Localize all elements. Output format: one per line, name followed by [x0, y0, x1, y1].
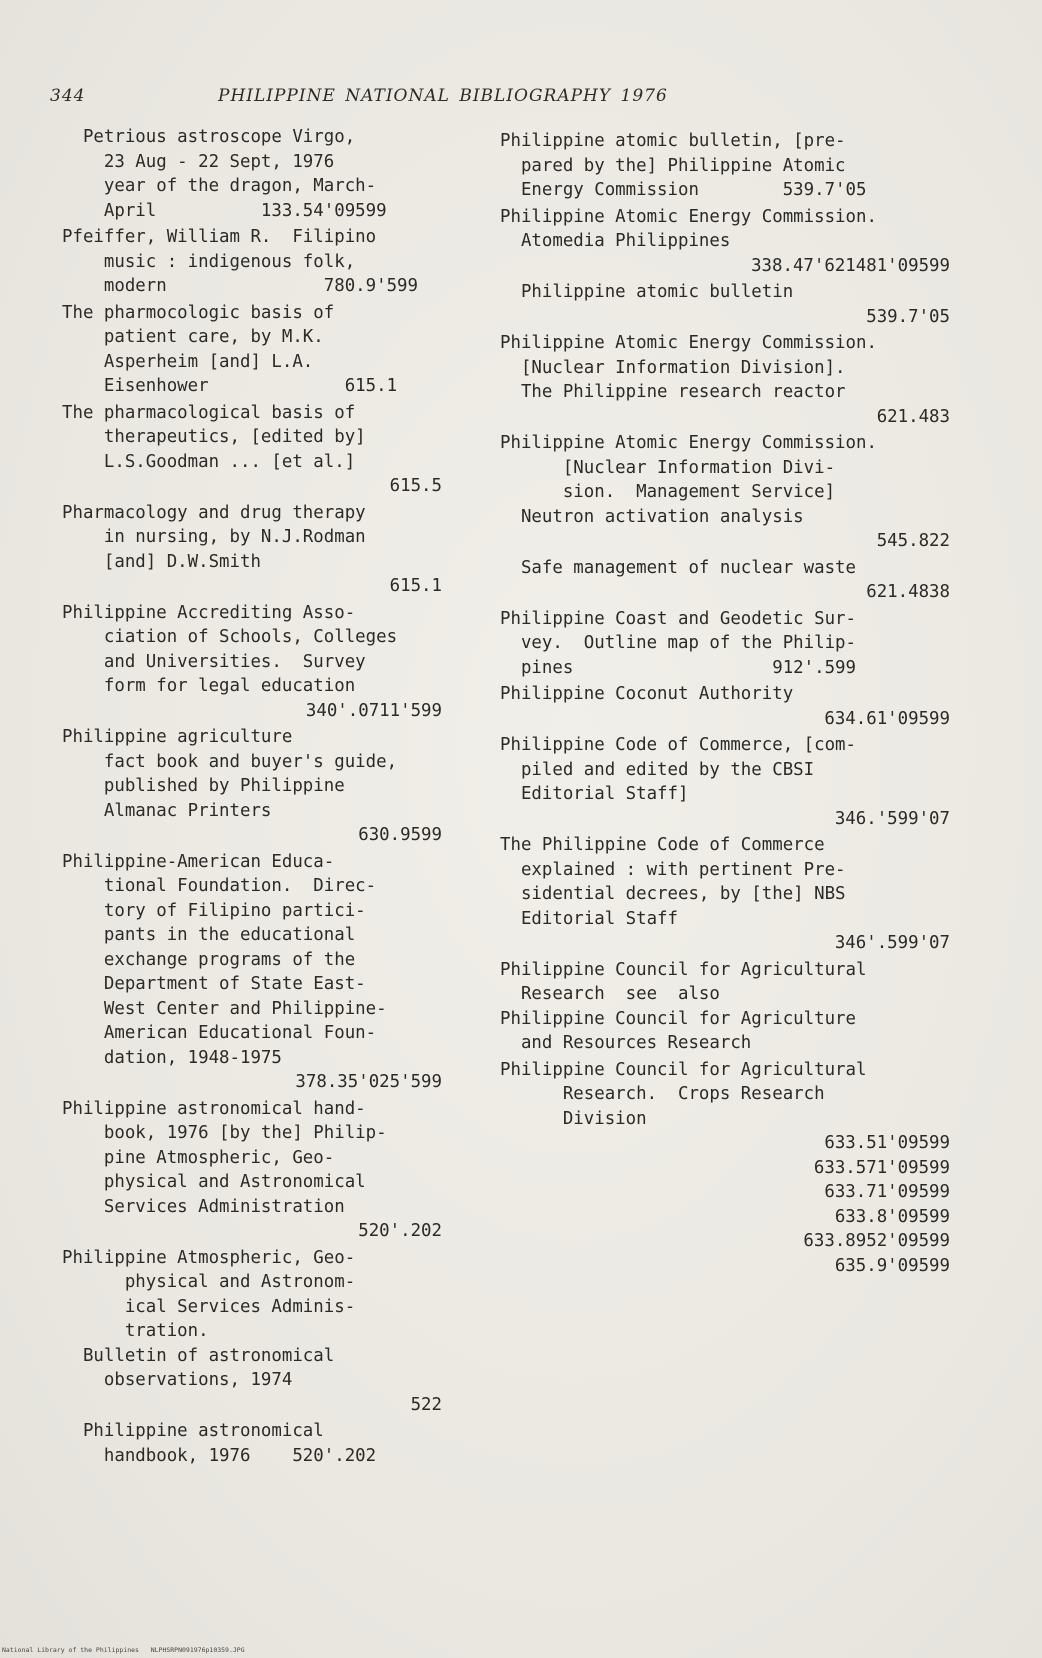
- entry-line: Philippine Code of Commerce, [com-: [500, 735, 856, 755]
- entry-line: in nursing, by N.J.Rodman: [62, 527, 366, 547]
- entry-line: Philippine-American Educa-: [62, 851, 335, 872]
- entry-line: Philippine Coast and Geodetic Sur-: [500, 608, 856, 629]
- entry-line: Philippine Atmospheric, Geo-: [62, 1247, 356, 1268]
- class-number: 633.51'09599: [824, 1133, 950, 1153]
- entry-line: L.S.Goodman ... [et al.]: [62, 451, 356, 472]
- class-number: 346.'599'07: [834, 808, 950, 829]
- entry-line: published by Philippine: [62, 776, 345, 796]
- class-number: 522: [410, 1394, 442, 1415]
- bibliography-entry: [500, 833, 950, 956]
- running-title: PHILIPPINE NATIONAL BIBLIOGRAPHY 1976: [218, 86, 668, 106]
- class-number: 346'.599'07: [834, 933, 950, 953]
- bibliography-entry: [500, 607, 950, 681]
- entry-line: Philippine Council for Agricultural: [500, 1059, 867, 1080]
- entry-line: West Center and Philippine-: [62, 998, 387, 1019]
- class-number: 630.9599: [358, 825, 442, 845]
- entry-line: Pfeiffer, William R. Filipino: [62, 227, 377, 247]
- page-number: 344: [50, 86, 86, 106]
- entry-line: Atomedia Philippines: [500, 231, 731, 251]
- entry-line: exchange programs of the: [62, 949, 356, 970]
- entry-line: Editorial Staff]: [500, 784, 689, 804]
- entry-line: patient care, by M.K.: [62, 327, 324, 347]
- entry-line: Philippine Coconut Authority: [500, 684, 794, 704]
- entry-line: tory of Filipino partici-: [62, 900, 366, 921]
- right-column: [500, 129, 950, 1280]
- entry-line: tration.: [62, 1321, 209, 1341]
- entry-line: The Philippine Code of Commerce: [500, 835, 825, 855]
- entry-line: Philippine astronomical: [62, 1421, 324, 1441]
- bibliography-entry: [500, 1058, 950, 1279]
- entry-line: ical Services Adminis-: [62, 1296, 356, 1317]
- bibliography-entry: [62, 501, 442, 599]
- entry-line: Philippine Council for Agriculture: [500, 1008, 856, 1029]
- entry-line: music : indigenous folk,: [62, 251, 356, 272]
- class-number: 378.35'025'599: [295, 1072, 442, 1092]
- entry-line: Editorial Staff: [500, 908, 678, 929]
- bibliography-entry: [62, 1246, 442, 1418]
- entry-line: Division: [500, 1108, 647, 1129]
- class-number: 615.5: [389, 476, 442, 496]
- entry-line: Safe management of nuclear waste: [500, 557, 856, 578]
- bibliography-entry: [500, 682, 950, 731]
- class-number: 633.8'09599: [834, 1206, 950, 1227]
- entry-line: therapeutics, [edited by]: [62, 427, 366, 447]
- bibliography-entry: [500, 556, 950, 605]
- entry-line: pine Atmospheric, Geo-: [62, 1147, 335, 1168]
- entry-line: 23 Aug - 22 Sept, 1976: [62, 151, 335, 172]
- bibliography-entry: [62, 225, 442, 299]
- entry-line: Philippine Atomic Energy Commission.: [500, 333, 877, 353]
- entry-line: and Universities. Survey: [62, 651, 366, 672]
- bibliography-entry: [62, 1097, 442, 1244]
- bibliography-entry: [500, 733, 950, 831]
- scan-footer: National Library of the Philippines NLPHSRPN091976p10359.JPG: [2, 1646, 245, 1654]
- entry-line: handbook, 1976 520'.202: [62, 1445, 377, 1466]
- bibliography-entry: [500, 129, 950, 203]
- entry-line: Neutron activation analysis: [500, 506, 804, 527]
- entry-line: sion. Management Service]: [500, 482, 836, 502]
- entry-line: piled and edited by the CBSI: [500, 759, 815, 780]
- entry-line: Services Administration: [62, 1196, 345, 1217]
- entry-line: Philippine atomic bulletin: [500, 282, 794, 302]
- entry-line: form for legal education: [62, 676, 356, 696]
- entry-line: Research see also: [500, 984, 720, 1004]
- entry-line: pants in the educational: [62, 925, 356, 945]
- entry-line: [and] D.W.Smith: [62, 551, 261, 572]
- class-number: 635.9'09599: [834, 1255, 950, 1276]
- bibliography-entry: [62, 601, 442, 724]
- entry-line: fact book and buyer's guide,: [62, 751, 398, 772]
- bibliography-entry: [500, 280, 950, 329]
- class-number: 340'.0711'599: [305, 700, 442, 721]
- entry-line: and Resources Research: [500, 1033, 752, 1053]
- bibliography-entry: [62, 301, 442, 399]
- entry-line: Pharmacology and drug therapy: [62, 502, 366, 523]
- bibliography-entry: [500, 205, 950, 279]
- class-number: 634.61'09599: [824, 708, 950, 729]
- entry-line: book, 1976 [by the] Philip-: [62, 1123, 387, 1143]
- class-number: 633.571'09599: [813, 1157, 950, 1178]
- entry-line: Philippine Accrediting Asso-: [62, 602, 356, 623]
- entry-line: explained : with pertinent Pre-: [500, 859, 846, 880]
- entry-line: The pharmocologic basis of: [62, 302, 335, 323]
- bibliography-entry: [500, 431, 950, 554]
- entry-line: ciation of Schools, Colleges: [62, 627, 398, 647]
- entry-line: pared by the] Philippine Atomic: [500, 155, 846, 176]
- entry-line: The Philippine research reactor: [500, 382, 846, 402]
- class-number: 520'.202: [358, 1221, 442, 1241]
- bibliography-entry: [62, 850, 442, 1095]
- entry-line: modern 780.9'599: [62, 276, 418, 296]
- entry-line: vey. Outline map of the Philip-: [500, 633, 856, 653]
- bibliography-entry: [62, 725, 442, 848]
- entry-line: year of the dragon, March-: [62, 176, 377, 196]
- entry-line: April 133.54'09599: [62, 200, 387, 221]
- entry-line: Philippine agriculture: [62, 727, 293, 747]
- entry-line: American Educational Foun-: [62, 1023, 377, 1043]
- left-column: [62, 125, 442, 1470]
- entry-line: Almanac Printers: [62, 800, 272, 821]
- entry-line: Bulletin of astronomical: [62, 1345, 335, 1366]
- entry-line: Asperheim [and] L.A.: [62, 351, 314, 372]
- class-number: 633.71'09599: [824, 1182, 950, 1202]
- entry-line: dation, 1948-1975: [62, 1047, 282, 1068]
- class-number: 621.483: [876, 406, 950, 427]
- class-number: 338.47'621481'09599: [751, 255, 950, 276]
- entry-line: sidential decrees, by [the] NBS: [500, 884, 846, 904]
- bibliography-entry: [62, 1419, 442, 1468]
- class-number: 633.8952'09599: [803, 1231, 950, 1251]
- bibliography-entry: [62, 401, 442, 499]
- entry-line: observations, 1974: [62, 1370, 293, 1390]
- entry-line: Department of State East-: [62, 974, 366, 994]
- entry-line: Energy Commission 539.7'05: [500, 180, 867, 200]
- bibliography-entry: [500, 958, 950, 1056]
- entry-line: pines 912'.599: [500, 657, 856, 678]
- class-number: 621.4838: [866, 582, 950, 602]
- entry-line: Eisenhower 615.1: [62, 376, 398, 396]
- bibliography-entry: [500, 331, 950, 429]
- class-number: 545.822: [876, 531, 950, 551]
- class-number: 615.1: [389, 576, 442, 596]
- entry-line: Philippine Atomic Energy Commission.: [500, 206, 877, 227]
- entry-line: physical and Astronomical: [62, 1172, 366, 1192]
- entry-line: [Nuclear Information Divi-: [500, 457, 836, 478]
- page-header: [50, 86, 950, 114]
- bibliography-entry: [62, 125, 442, 223]
- entry-line: Petrious astroscope Virgo,: [62, 127, 356, 147]
- entry-line: Philippine atomic bulletin, [pre-: [500, 131, 846, 151]
- entry-line: Philippine astronomical hand-: [62, 1098, 366, 1119]
- entry-line: The pharmacological basis of: [62, 402, 356, 423]
- entry-line: Research. Crops Research: [500, 1084, 825, 1104]
- entry-line: physical and Astronom-: [62, 1272, 356, 1292]
- class-number: 539.7'05: [866, 306, 950, 327]
- entry-line: Philippine Atomic Energy Commission.: [500, 433, 877, 453]
- entry-line: Philippine Council for Agricultural: [500, 959, 867, 980]
- entry-line: tional Foundation. Direc-: [62, 876, 377, 896]
- entry-line: [Nuclear Information Division].: [500, 357, 846, 378]
